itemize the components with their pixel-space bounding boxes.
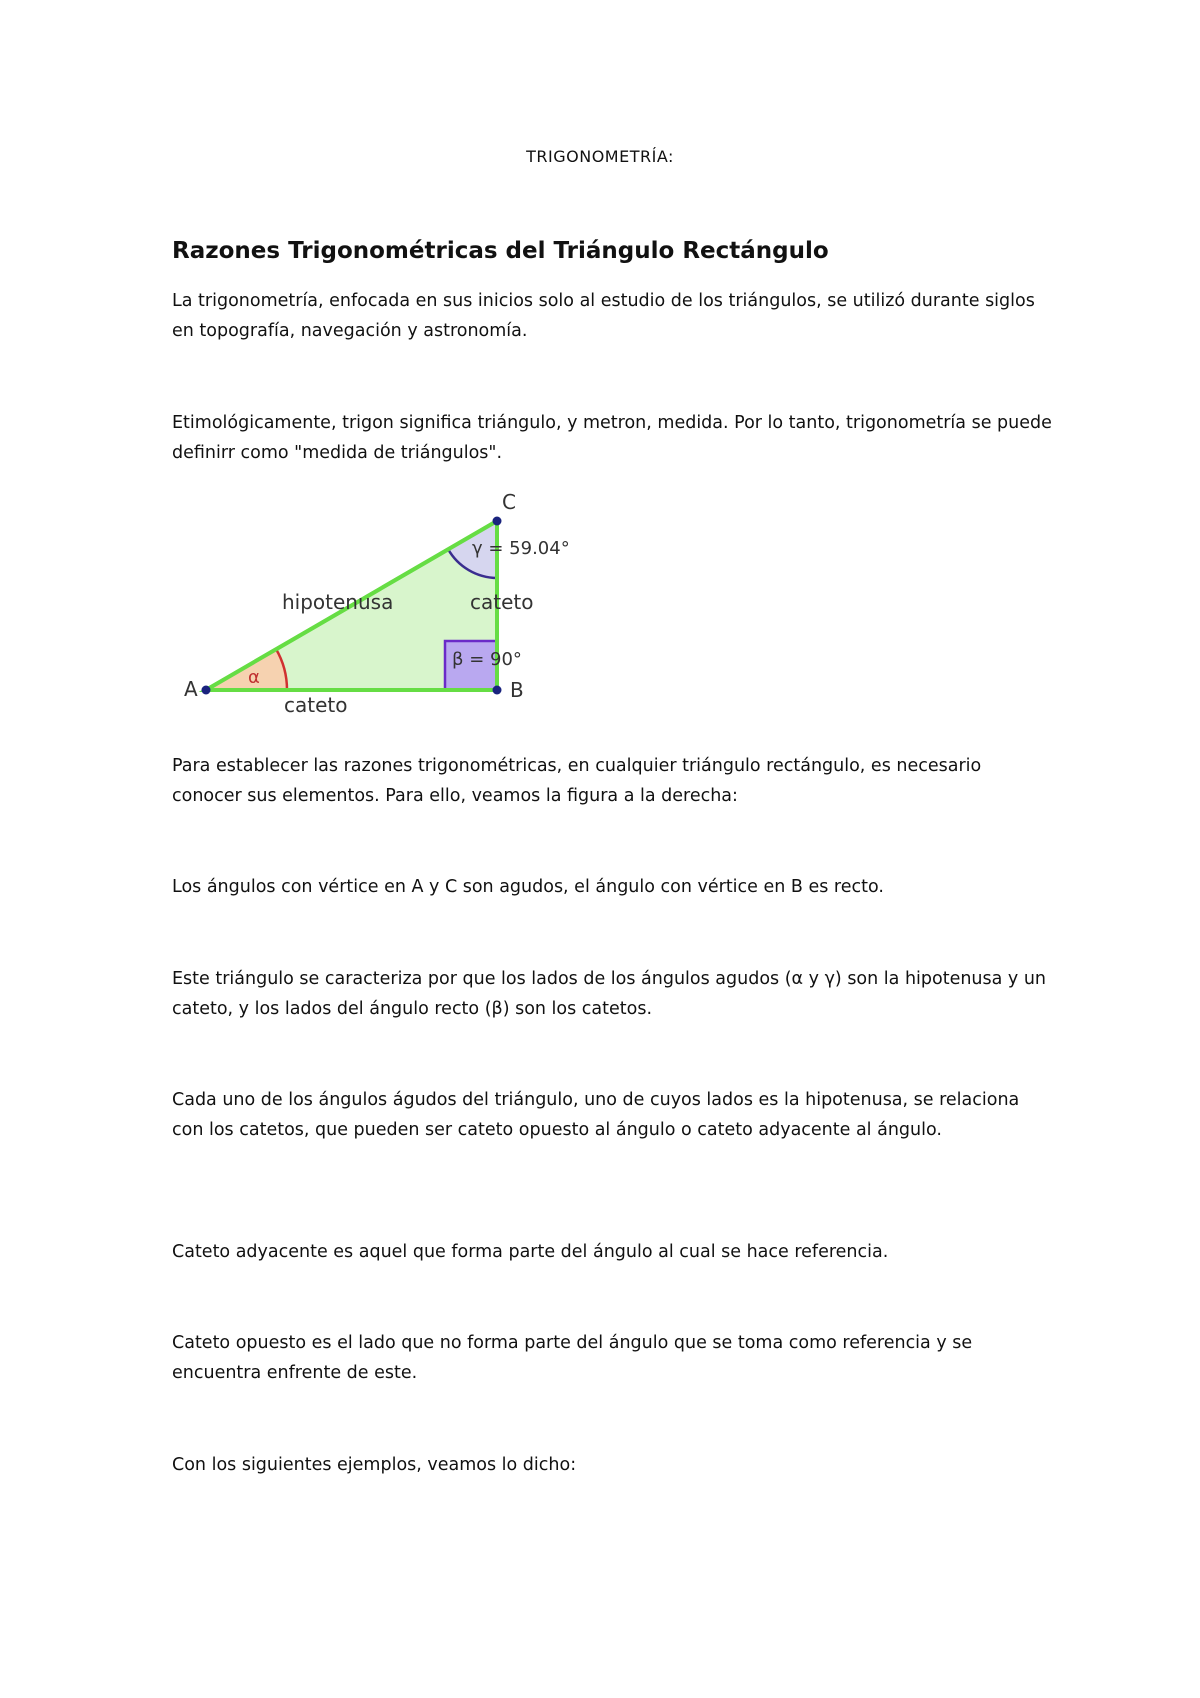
horizontal-side-label: cateto: [284, 693, 348, 717]
vertex-a-label: A: [184, 677, 198, 701]
document-title: TRIGONOMETRÍA:: [526, 147, 674, 166]
paragraph-acute-angles: Cada uno de los ángulos águdos del triángulo, uno de cuyos lados es la hipotenusa, se relaciona con los catetos, que pueden ser cateto opuesto al ángulo o cateto adyacente al ángulo.: [172, 1090, 1020, 1140]
paragraph-angles: Los ángulos con vértice en A y C son agudos, el ángulo con vértice en B es recto.: [172, 877, 884, 897]
paragraph-intro: La trigonometría, enfocada en sus inicios solo al estudio de los triángulos, se utilizó durante siglos en topografía, navegación y astronomía.: [172, 291, 1035, 341]
point-a: [202, 686, 211, 695]
point-c: [493, 517, 502, 526]
vertex-c-label: C: [502, 490, 516, 514]
paragraph-elements: Para establecer las razones trigonométricas, en cualquier triángulo rectángulo, es necesario conocer sus elementos. Para ello, veamos la figura a la derecha:: [172, 756, 982, 806]
section-heading: Razones Trigonométricas del Triángulo Rectángulo: [172, 238, 829, 264]
point-b: [493, 686, 502, 695]
triangle-diagram: [172, 485, 592, 725]
paragraph-opposite: Cateto opuesto es el lado que no forma parte del ángulo que se toma como referencia y se encuentra enfrente de este.: [172, 1333, 973, 1383]
paragraph-etymology: Etimológicamente, trigon significa triángulo, y metron, medida. Por lo tanto, trigonometría se puede definirr como "medida de triángulos".: [172, 413, 1052, 463]
paragraph-adjacent: Cateto adyacente es aquel que forma parte del ángulo al cual se hace referencia.: [172, 1242, 889, 1262]
beta-label: β = 90°: [452, 649, 522, 670]
alpha-label: α: [248, 667, 260, 688]
hypotenuse-label: hipotenusa: [282, 590, 394, 614]
vertex-b-label: B: [510, 678, 524, 702]
vertical-side-label: cateto: [470, 590, 534, 614]
gamma-label: γ = 59.04°: [472, 538, 570, 559]
right-triangle-figure: [172, 485, 592, 725]
paragraph-characteristics: Este triángulo se caracteriza por que los lados de los ángulos agudos (α y γ) son la hipotenusa y un cateto, y los lados del ángulo recto (β) son los catetos.: [172, 969, 1047, 1019]
paragraph-examples: Con los siguientes ejemplos, veamos lo dicho:: [172, 1455, 577, 1475]
